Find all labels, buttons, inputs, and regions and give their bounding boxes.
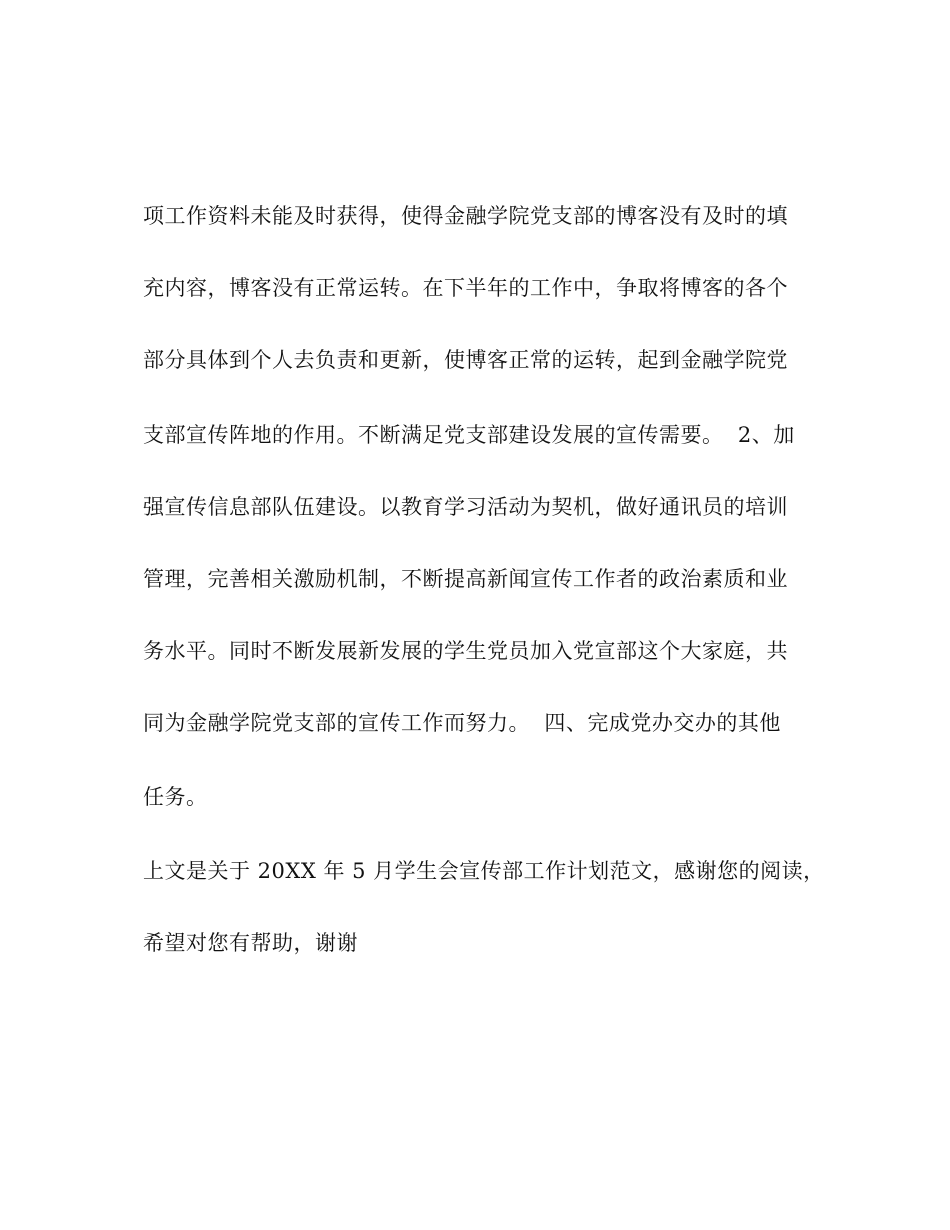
body-text-line: 务水平。同时不断发展新发展的学生党员加入党宣部这个大家庭，共 <box>143 639 788 663</box>
body-text-line: 管理，完善相关激励机制，不断提高新闻宣传工作者的政治素质和业 <box>143 567 788 591</box>
body-text-line: 强宣传信息部队伍建设。以教育学习活动为契机，做好通讯员的培训 <box>143 495 788 519</box>
body-text-line: 部分具体到个人去负责和更新，使博客正常的运转，起到金融学院党 <box>143 348 788 372</box>
body-text-line: 项工作资料未能及时获得，使得金融学院党支部的博客没有及时的填 <box>143 204 788 228</box>
body-text-line: 充内容，博客没有正常运转。在下半年的工作中，争取将博客的各个 <box>143 276 788 300</box>
body-text-line: 任务。 <box>143 785 208 809</box>
body-text-line: 同为金融学院党支部的宣传工作而努力。 四、完成党办交办的其他 <box>143 711 781 735</box>
closing-text-line: 上文是关于 20XX 年 5 月学生会宣传部工作计划范文，感谢您的阅读， <box>143 859 825 883</box>
closing-text-line: 希望对您有帮助，谢谢 <box>143 931 358 955</box>
body-text-line: 支部宣传阵地的作用。不断满足党支部建设发展的宣传需要。 2、加 <box>143 423 795 447</box>
